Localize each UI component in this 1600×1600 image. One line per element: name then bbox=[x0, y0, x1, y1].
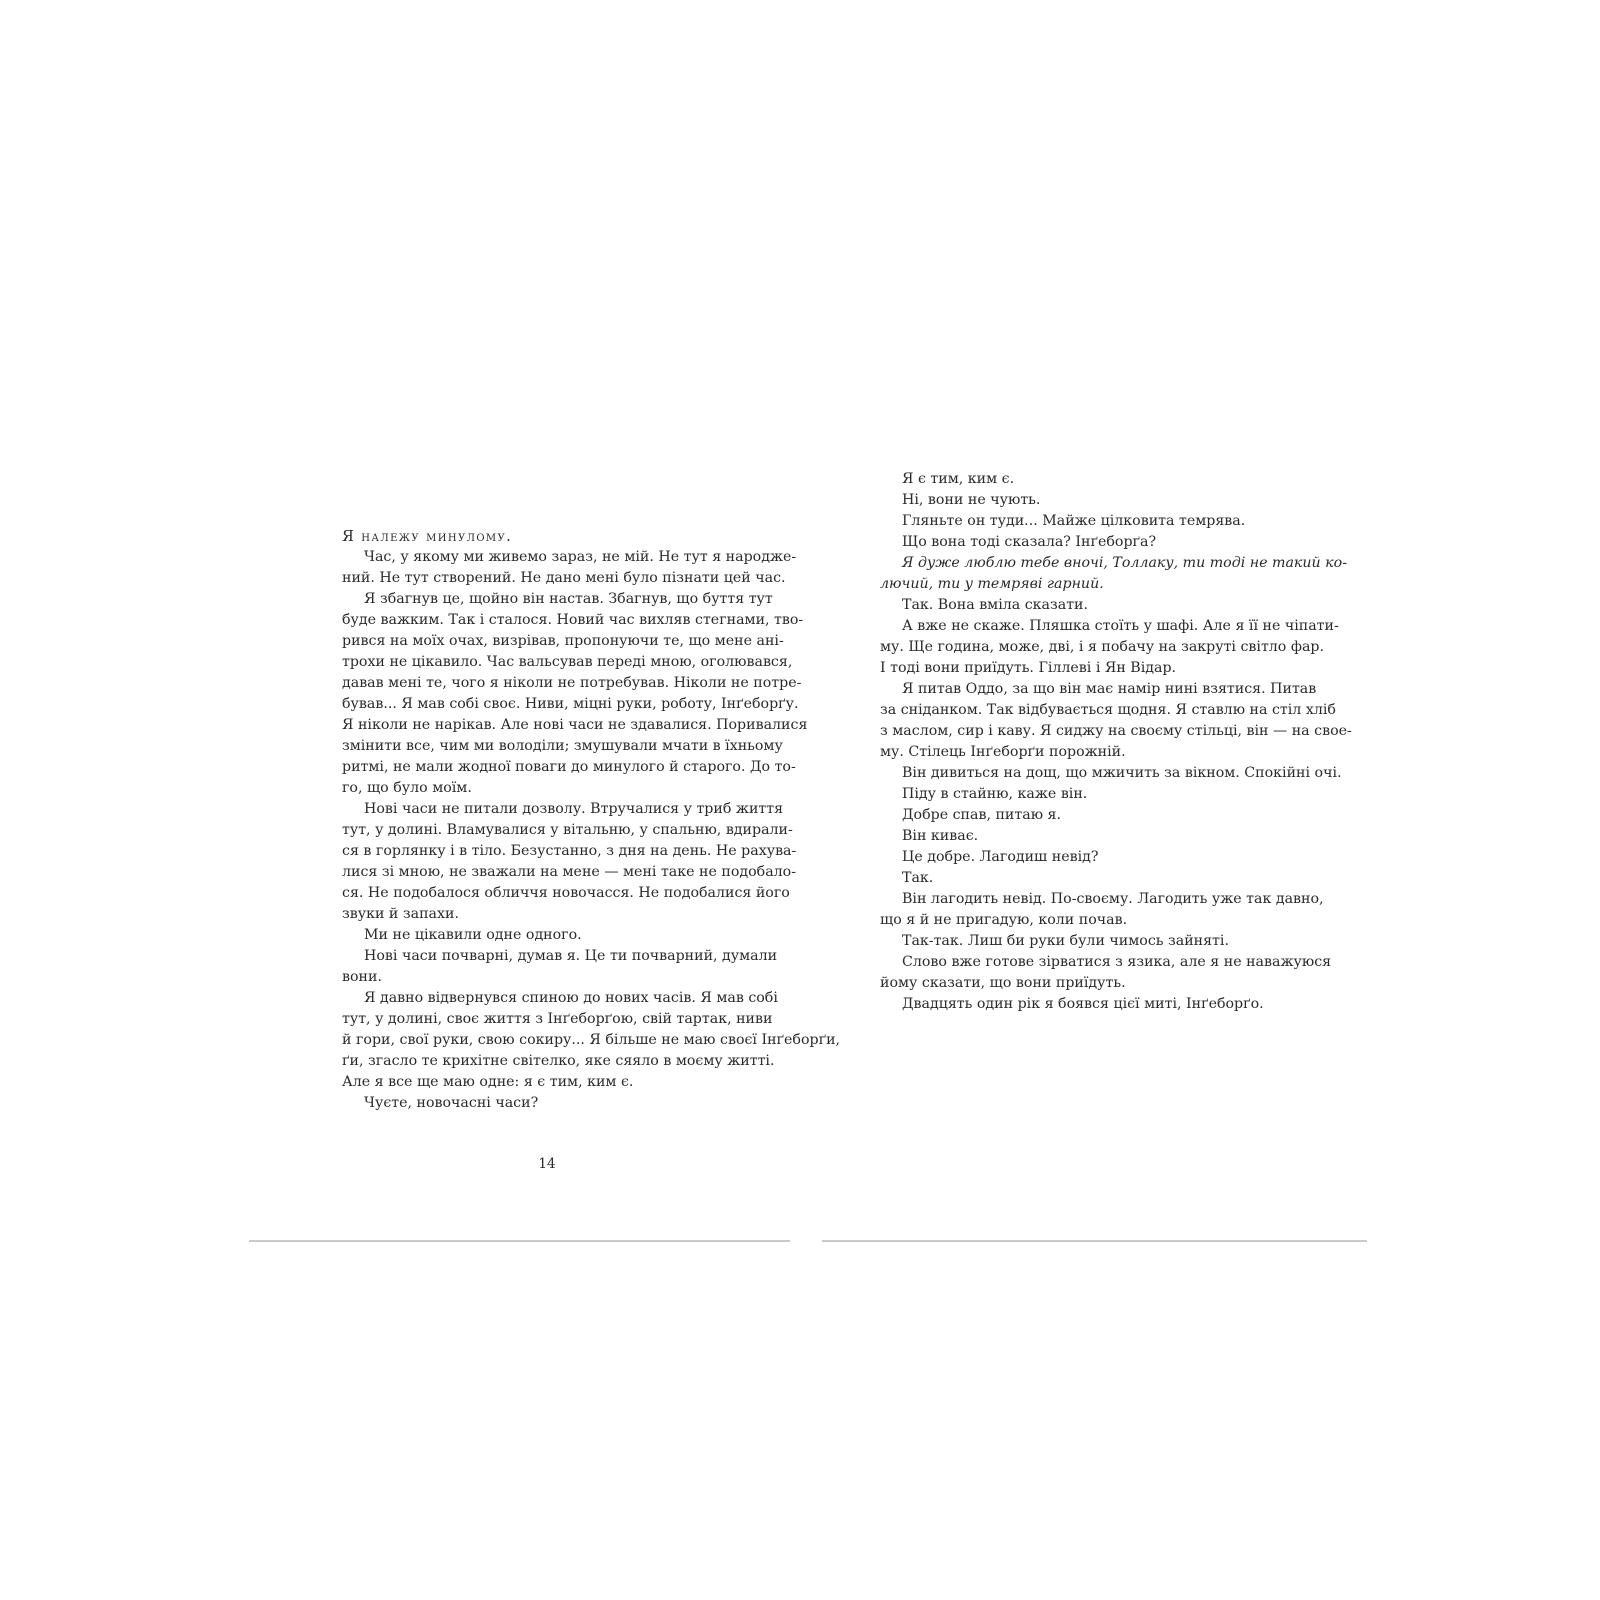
text-line: Але я все ще маю одне: я є тим, ким є. bbox=[342, 1074, 634, 1090]
text-line: тут, у долині. Вламувалися у вітальню, у спальню, вдирали- bbox=[342, 822, 793, 838]
text-line-italic: лючий, ти у темряві гарний. bbox=[880, 576, 1104, 592]
text-line: що я й не пригадую, коли почав. bbox=[880, 912, 1128, 928]
text-line: за сніданком. Так відбувається щодня. Я ставлю на стіл хліб bbox=[880, 702, 1336, 718]
text-line: Двадцять один рік я боявся цієї миті, Інґеборґо. bbox=[902, 996, 1264, 1012]
text-line: Чуєте, новочасні часи? bbox=[364, 1095, 539, 1111]
text-line: ритмі, не мали жодної поваги до минулого й старого. До то- bbox=[342, 759, 796, 775]
text-line: тут, у долині, своє життя з Інґеборґою, свій тартак, ниви bbox=[342, 1011, 773, 1027]
text-line: бував... Я мав собі своє. Ниви, міцні руки, роботу, Інґеборґу. bbox=[342, 696, 799, 712]
text-line: й гори, свої руки, свою сокиру... Я більше не маю своєї Інґеборґи, bbox=[342, 1032, 841, 1048]
text-line: лися зі мною, не зважали на мене — мені таке не подобало- bbox=[342, 864, 797, 880]
text-line: йому сказати, що вони приїдуть. bbox=[880, 975, 1126, 991]
text-line: Нові часи почварні, думав я. Це ти почварний, думали bbox=[364, 948, 778, 964]
text-line: трохи не цікавило. Час вальсував переді мною, оголювався, bbox=[342, 654, 793, 670]
text-line: Він лагодить невід. По-своєму. Лагодить уже так давно, bbox=[902, 891, 1324, 907]
text-line: Я давно відвернувся спиною до нових часів. Я мав собі bbox=[364, 990, 778, 1006]
text-line: Ми не цікавили одне одного. bbox=[364, 927, 582, 943]
text-line: Він дивиться на дощ, що мжичить за вікном. Спокійні очі. bbox=[902, 765, 1342, 781]
text-line: Так. bbox=[902, 870, 934, 886]
left-page-bottom-rule bbox=[249, 1240, 790, 1242]
text-line: Він киває. bbox=[902, 828, 979, 844]
text-line: му. Стілець Інґеборґи порожній. bbox=[880, 744, 1126, 760]
text-line: змінити все, чим ми володіли; змушували мчати в їхньому bbox=[342, 738, 783, 754]
text-line: рився на моїх очах, визрівав, пропонуючи те, що мене ані- bbox=[342, 633, 784, 649]
text-line: Слово вже готове зірватися з язика, але я не наважуюся bbox=[902, 954, 1332, 970]
text-line: Час, у якому ми живемо зараз, не мій. Не тут я народже- bbox=[364, 549, 797, 565]
chapter-opening-line: Я належу минулому. bbox=[342, 528, 513, 545]
text-line: Я ніколи не нарікав. Але нові часи не здавалися. Поривалися bbox=[342, 717, 808, 733]
text-line: Гляньте он туди... Майже цілковита темрява. bbox=[902, 513, 1246, 529]
text-line: Так-так. Лиш би руки були чимось зайняті. bbox=[902, 933, 1229, 949]
text-line: А вже не скаже. Пляшка стоїть у шафі. Але я її не чіпати- bbox=[902, 618, 1339, 634]
text-line: звуки й запахи. bbox=[342, 906, 459, 922]
text-line: ґи, згасло те крихітне світелко, яке сяяло в моєму житті. bbox=[342, 1053, 775, 1069]
text-line: Це добре. Лагодиш невід? bbox=[902, 849, 1099, 865]
text-line: Нові часи не питали дозволу. Втручалися у триб життя bbox=[364, 801, 784, 817]
right-page-bottom-rule bbox=[822, 1240, 1367, 1242]
text-line: ся в горлянку і в тіло. Безустанно, з дня на день. Не рахува- bbox=[342, 843, 797, 859]
text-line: ний. Не тут створений. Не дано мені було пізнати цей час. bbox=[342, 570, 786, 586]
text-line: Так. Вона вміла сказати. bbox=[902, 597, 1089, 613]
text-line: Я питав Оддо, за що він має намір нині взятися. Питав bbox=[902, 681, 1317, 697]
text-line-italic: Я дуже люблю тебе вночі, Толлаку, ти тоді не такий ко- bbox=[902, 555, 1347, 571]
text-line: І тоді вони приїдуть. Гіллеві і Ян Відар. bbox=[880, 660, 1177, 676]
text-line: Добре спав, питаю я. bbox=[902, 807, 1062, 823]
text-line: Ні, вони не чують. bbox=[902, 492, 1041, 508]
text-line: вони. bbox=[342, 969, 382, 985]
text-line: давав мені те, чого я ніколи не потребував. Ніколи не потре- bbox=[342, 675, 802, 691]
text-line: ся. Не подобалося обличчя новочасся. Не подобалися його bbox=[342, 885, 790, 901]
text-line: Я є тим, ким є. bbox=[902, 471, 1015, 487]
text-line: го, що було моїм. bbox=[342, 780, 472, 796]
text-line: Піду в стайню, каже він. bbox=[902, 786, 1088, 802]
text-line: буде важким. Так і сталося. Новий час вихляв стегнами, тво- bbox=[342, 612, 804, 628]
text-line: Що вона тоді сказала? Інґеборґа? bbox=[902, 534, 1157, 550]
text-line: з маслом, сир і каву. Я сиджу на своєму стільці, він — на свое- bbox=[880, 723, 1352, 739]
text-line: му. Ще година, може, дві, і я побачу на закруті світло фар. bbox=[880, 639, 1325, 655]
text-line: Я збагнув це, щойно він настав. Збагнув, що буття тут bbox=[364, 591, 773, 607]
page-number: 14 bbox=[538, 1156, 556, 1172]
